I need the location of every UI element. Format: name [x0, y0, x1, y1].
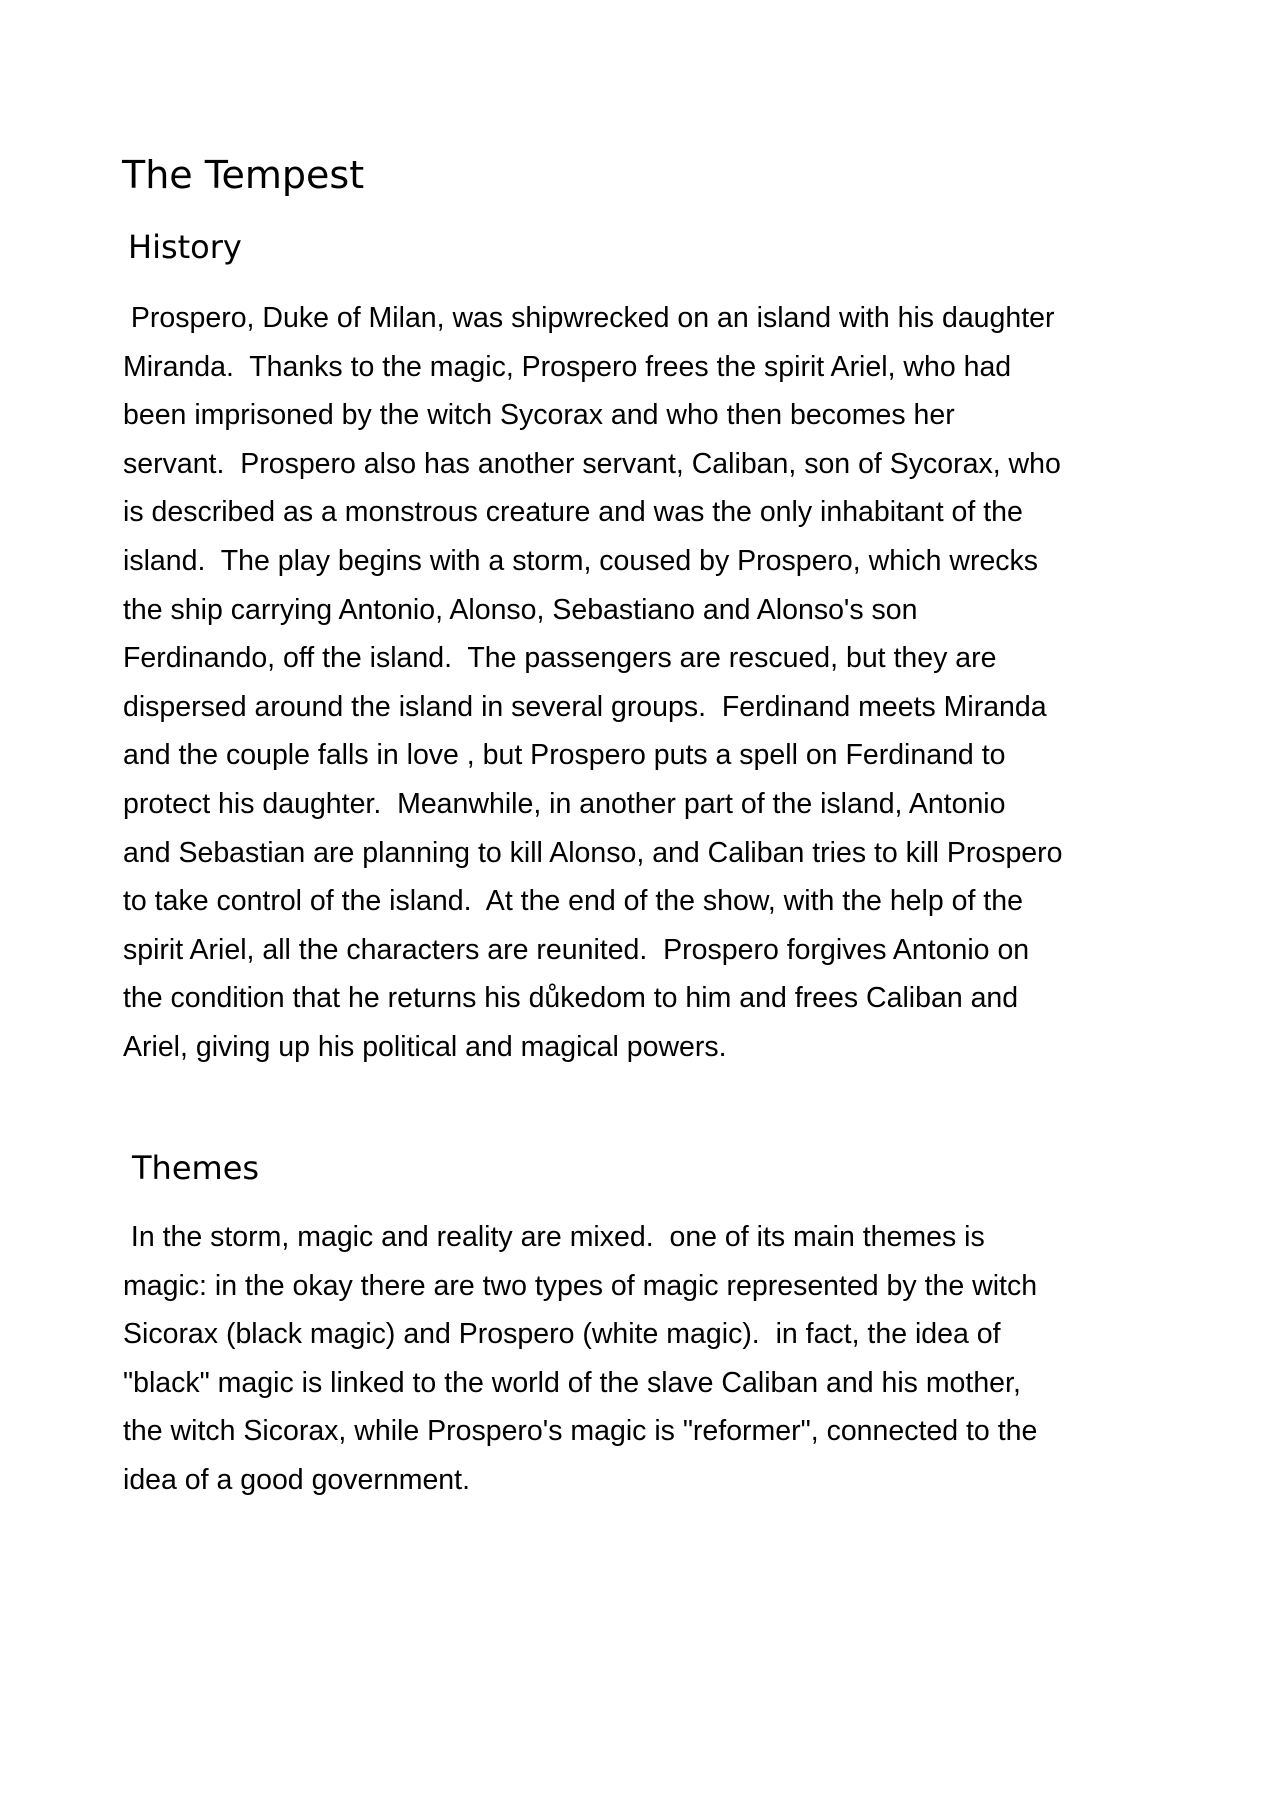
text-line: the ship carrying Antonio, Alonso, Sebastiano and Alonso's son: [123, 593, 918, 626]
text-line: been imprisoned by the witch Sycorax and who then becomes her: [123, 399, 955, 432]
section-heading-history: History: [128, 228, 242, 266]
text-line: and the couple falls in love , but Prospero puts a spell on Ferdinand to: [123, 739, 1006, 772]
text-line: Prospero, Duke of Milan, was shipwrecked on an island with his daughter: [123, 302, 1055, 334]
section-heading-themes: Themes: [132, 1149, 260, 1187]
text-line: idea of a good government.: [123, 1463, 470, 1496]
document-title: The Tempest: [122, 153, 365, 197]
text-line: Miranda. Thanks to the magic, Prospero frees the spirit Ariel, who had: [123, 350, 1012, 383]
text-line: spirit Ariel, all the characters are reunited. Prospero forgives Antonio on: [123, 933, 1030, 966]
text-line: In the storm, magic and reality are mixed. one of its main themes is: [123, 1221, 985, 1253]
text-line: dispersed around the island in several groups. Ferdinand meets Miranda: [123, 690, 1047, 723]
text-line: the condition that he returns his důkedom to him and frees Caliban and: [123, 982, 1019, 1015]
text-line: the witch Sicorax, while Prospero's magic is "reformer", connected to the: [123, 1415, 1038, 1448]
text-line: magic: in the okay there are two types of magic represented by the witch: [123, 1269, 1038, 1302]
section-body-history: [123, 294, 1173, 1072]
section-body-themes: [123, 1213, 1173, 1505]
text-line: Ariel, giving up his political and magical powers.: [123, 1030, 727, 1063]
text-line: protect his daughter. Meanwhile, in another part of the island, Antonio: [123, 787, 1006, 820]
text-line: servant. Prospero also has another servant, Caliban, son of Sycorax, who: [123, 447, 1061, 480]
text-line: and Sebastian are planning to kill Alonso, and Caliban tries to kill Prospero: [123, 836, 1063, 869]
text-line: Sicorax (black magic) and Prospero (white magic). in fact, the idea of: [123, 1318, 1001, 1351]
text-line: Ferdinando, off the island. The passengers are rescued, but they are: [123, 642, 997, 675]
text-line: is described as a monstrous creature and was the only inhabitant of the: [123, 496, 1023, 529]
text-line: to take control of the island. At the end of the show, with the help of the: [123, 885, 1023, 918]
text-line: "black" magic is linked to the world of the slave Caliban and his mother,: [123, 1366, 1021, 1399]
text-line: island. The play begins with a storm, coused by Prospero, which wrecks: [123, 544, 1039, 577]
